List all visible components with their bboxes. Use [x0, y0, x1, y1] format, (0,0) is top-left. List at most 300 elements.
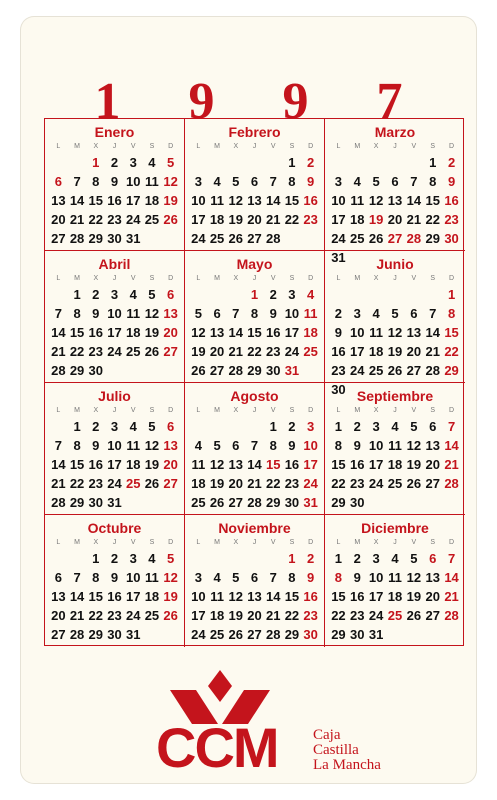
empty-day [367, 285, 386, 304]
calendar-day: 30 [331, 382, 346, 397]
calendar-day: 19 [387, 344, 403, 359]
holiday-day: 28 [444, 608, 459, 623]
holiday-day: 20 [163, 457, 178, 472]
empty-day [189, 549, 208, 568]
calendar-day: 16 [331, 344, 346, 359]
empty-day [245, 153, 264, 172]
calendar-day: 5 [232, 174, 240, 189]
calendar-day: 10 [350, 325, 365, 340]
calendar-day: 8 [334, 438, 343, 453]
holiday-day: 15 [444, 325, 459, 340]
calendar-day: 31 [125, 627, 141, 642]
calendar-day: 3 [372, 419, 380, 434]
holiday-day: 19 [163, 589, 178, 604]
calendar-day: 23 [88, 344, 104, 359]
calendar-day: 8 [73, 306, 81, 321]
calendar-day: 1 [269, 419, 277, 434]
weekday-label: V [130, 539, 136, 546]
calendar-day: 29 [247, 363, 262, 378]
calendar-day: 27 [247, 627, 262, 642]
weekday-label: J [112, 539, 117, 546]
calendar-day: 4 [353, 174, 361, 189]
holiday-day: 18 [303, 325, 318, 340]
holiday-day: 23 [303, 212, 318, 227]
weekday-header [49, 405, 180, 417]
calendar-day: 15 [284, 193, 300, 208]
calendar-day: 9 [269, 306, 277, 321]
calendar-day: 12 [144, 306, 160, 321]
weekday-label: J [393, 143, 397, 150]
holiday-day: 5 [167, 155, 175, 170]
calendar-day: 20 [425, 589, 440, 604]
calendar-day: 10 [107, 438, 122, 453]
calendar-day: 22 [247, 344, 262, 359]
calendar-day: 18 [350, 212, 365, 227]
calendar-day: 13 [247, 193, 262, 208]
weekday-label: V [130, 143, 136, 150]
weekday-label: S [430, 275, 436, 282]
calendar-day: 5 [213, 438, 221, 453]
holiday-day: 25 [125, 476, 141, 491]
holiday-day: 20 [163, 325, 178, 340]
empty-day [348, 285, 367, 304]
calendar-day: 22 [331, 608, 346, 623]
holiday-day: 19 [163, 193, 178, 208]
weekday-label: M [74, 407, 80, 414]
weekday-label: X [233, 275, 239, 282]
calendar-day: 11 [388, 570, 402, 585]
holiday-day: 1 [288, 551, 296, 566]
calendar-day: 21 [265, 212, 281, 227]
month-name: Noviembre [218, 520, 291, 536]
calendar-day: 27 [51, 231, 66, 246]
calendar-day: 24 [331, 231, 346, 246]
calendar-day: 1 [334, 551, 343, 566]
holiday-day: 30 [303, 627, 318, 642]
calendar-day: 21 [406, 212, 422, 227]
calendar-day: 23 [107, 212, 122, 227]
calendar-day: 15 [69, 325, 85, 340]
weekday-label: M [74, 539, 80, 546]
calendar-day: 12 [368, 193, 384, 208]
weekday-label: X [373, 539, 379, 546]
calendar-day: 29 [331, 627, 346, 642]
calendar-day: 17 [125, 589, 141, 604]
calendar-day: 2 [110, 551, 119, 566]
calendar-day: 11 [369, 325, 383, 340]
holiday-day: 2 [447, 155, 456, 170]
weekday-label: M [354, 407, 361, 414]
holiday-day: 16 [303, 193, 318, 208]
calendar-day: 5 [148, 419, 156, 434]
calendar-day: 3 [129, 155, 137, 170]
calendar-day: 31 [368, 627, 384, 642]
calendar-day: 27 [228, 495, 244, 510]
calendar-day: 11 [145, 174, 159, 189]
calendar-day: 3 [110, 287, 119, 302]
empty-day [68, 549, 87, 568]
calendar-day: 6 [391, 174, 399, 189]
brand-wordmark: CCM [156, 716, 278, 779]
calendar-day: 4 [129, 287, 137, 302]
calendar-day: 18 [209, 608, 225, 623]
weekday-label: X [233, 407, 239, 414]
tagline-line: Caja [313, 727, 341, 743]
calendar-day: 26 [406, 608, 422, 623]
holiday-day: 28 [444, 476, 459, 491]
calendar-day: 5 [194, 306, 202, 321]
calendar-day: 5 [148, 287, 156, 302]
month-name: Agosto [230, 388, 279, 404]
holiday-day: 21 [444, 589, 459, 604]
calendar-day: 6 [54, 570, 62, 585]
weekday-header [189, 405, 320, 417]
calendar-day: 4 [194, 438, 202, 453]
calendar-day: 26 [209, 495, 225, 510]
calendar-day: 28 [228, 363, 244, 378]
calendar-day: 12 [387, 325, 403, 340]
calendar-day: 13 [425, 570, 440, 585]
holiday-day: 14 [444, 570, 459, 585]
calendar-day: 27 [406, 363, 422, 378]
weekday-label: V [270, 143, 276, 150]
day-grid [329, 549, 461, 644]
calendar-day: 25 [144, 212, 160, 227]
calendar-day: 21 [69, 608, 85, 623]
calendar-day: 6 [429, 419, 437, 434]
weekday-label: L [196, 143, 201, 150]
calendar-day: 12 [406, 570, 422, 585]
calendar-day: 11 [126, 438, 141, 453]
calendar-day: 17 [368, 589, 384, 604]
weekday-label: S [149, 275, 155, 282]
calendar-day: 20 [406, 344, 422, 359]
calendar-day: 29 [425, 231, 440, 246]
calendar-day: 23 [350, 476, 365, 491]
weekday-label: S [289, 407, 295, 414]
calendar-day: 9 [353, 438, 361, 453]
calendar-day: 13 [387, 193, 403, 208]
weekday-label: X [93, 275, 99, 282]
empty-day [226, 417, 245, 436]
calendar-day: 7 [54, 306, 62, 321]
holiday-day: 31 [284, 363, 300, 378]
brand-tagline [313, 728, 381, 773]
weekday-label: D [308, 275, 314, 282]
weekday-label: M [74, 275, 80, 282]
calendar-day: 28 [51, 363, 66, 378]
calendar-day: 21 [228, 344, 244, 359]
holiday-day: 3 [307, 419, 315, 434]
calendar-day: 8 [288, 570, 296, 585]
calendar-day: 10 [191, 193, 206, 208]
calendar-day: 19 [228, 212, 244, 227]
holiday-day: 27 [163, 344, 178, 359]
weekday-label: J [252, 143, 257, 150]
holiday-day: 14 [444, 438, 459, 453]
calendar-day: 11 [145, 570, 159, 585]
weekday-label: L [196, 275, 201, 282]
calendar-day: 23 [331, 363, 346, 378]
holiday-day: 1 [250, 287, 259, 302]
weekday-label: S [149, 539, 155, 546]
weekday-label: J [112, 407, 117, 414]
calendar-day: 15 [331, 589, 346, 604]
weekday-header [329, 141, 461, 153]
calendar-day: 2 [288, 419, 296, 434]
empty-day [404, 153, 423, 172]
calendar-day: 1 [92, 551, 100, 566]
calendar-day: 22 [331, 476, 346, 491]
empty-day [208, 417, 227, 436]
holiday-day: 31 [303, 495, 318, 510]
calendar-day: 26 [144, 476, 160, 491]
calendar-day: 18 [368, 344, 384, 359]
weekday-header [329, 405, 461, 417]
calendar-day: 23 [284, 476, 300, 491]
calendar-day: 10 [284, 306, 300, 321]
calendar-day: 21 [51, 344, 66, 359]
calendar-day: 28 [425, 363, 440, 378]
calendar-day: 3 [194, 570, 202, 585]
calendar-day: 18 [125, 457, 141, 472]
holiday-day: 27 [387, 231, 403, 246]
holiday-day: 12 [163, 570, 178, 585]
calendar-day: 8 [250, 306, 259, 321]
calendar-day: 17 [368, 457, 384, 472]
calendar-day: 5 [372, 174, 380, 189]
weekday-label: X [93, 143, 99, 150]
calendar-day: 2 [92, 287, 100, 302]
calendar-day: 19 [406, 589, 422, 604]
weekday-label: S [289, 143, 295, 150]
calendar-day: 9 [92, 306, 100, 321]
calendar-day: 27 [51, 627, 66, 642]
day-grid [49, 417, 180, 512]
weekday-header [329, 537, 461, 549]
empty-day [208, 153, 227, 172]
calendar-day: 25 [191, 495, 206, 510]
weekday-label: X [373, 407, 379, 414]
weekday-label: M [214, 143, 220, 150]
weekday-label: L [336, 143, 341, 150]
calendar-day: 13 [51, 193, 66, 208]
calendar-day: 1 [73, 419, 81, 434]
weekday-label: L [56, 275, 61, 282]
calendar-day: 14 [247, 457, 262, 472]
calendar-day: 18 [209, 212, 225, 227]
calendar-day: 10 [368, 570, 384, 585]
calendar-day: 24 [368, 608, 384, 623]
calendar-day: 10 [125, 174, 141, 189]
weekday-header [189, 537, 320, 549]
weekday-label: L [336, 275, 341, 282]
weekday-label: J [252, 539, 257, 546]
holiday-day: 28 [406, 231, 422, 246]
calendar-day: 4 [213, 174, 221, 189]
calendar-day: 30 [88, 495, 104, 510]
month-diciembre [325, 515, 465, 647]
year-digit: 9 [188, 73, 215, 130]
empty-day [49, 417, 68, 436]
calendar-day: 11 [210, 589, 224, 604]
calendar-day: 6 [232, 438, 240, 453]
empty-day [245, 549, 264, 568]
weekday-label: J [393, 275, 397, 282]
calendar-day: 10 [107, 306, 122, 321]
weekday-label: V [270, 539, 276, 546]
calendar-day: 24 [350, 363, 365, 378]
weekday-label: X [233, 539, 239, 546]
calendar-day: 15 [247, 325, 262, 340]
weekday-label: M [74, 143, 80, 150]
weekday-label: V [411, 407, 417, 414]
calendar-day: 16 [88, 457, 104, 472]
calendar-day: 25 [209, 627, 225, 642]
calendar-day: 17 [350, 344, 365, 359]
weekday-label: D [308, 143, 314, 150]
weekday-label: D [449, 539, 455, 546]
calendar-day: 17 [284, 325, 300, 340]
holiday-day: 13 [163, 306, 178, 321]
calendar-day: 28 [265, 231, 281, 246]
holiday-day: 10 [303, 438, 318, 453]
calendar-day: 22 [284, 212, 300, 227]
empty-day [329, 285, 348, 304]
calendar-day: 29 [88, 231, 104, 246]
calendar-day: 30 [284, 495, 300, 510]
calendar-day: 4 [129, 419, 137, 434]
calendar-day: 3 [110, 419, 119, 434]
calendar-day: 18 [125, 325, 141, 340]
day-grid [189, 285, 320, 380]
weekday-header [49, 141, 180, 153]
calendar-day: 6 [250, 570, 259, 585]
calendar-day: 6 [250, 174, 259, 189]
calendar-day: 8 [92, 174, 100, 189]
year-digit: 9 [282, 73, 309, 130]
calendar-day: 14 [51, 457, 66, 472]
calendar-day: 7 [54, 438, 62, 453]
calendar-day: 7 [410, 174, 418, 189]
day-grid [329, 285, 461, 399]
calendar-day: 14 [69, 589, 85, 604]
empty-day [208, 285, 227, 304]
month-febrero [185, 119, 325, 251]
empty-day [386, 285, 405, 304]
calendar-day: 27 [247, 231, 262, 246]
calendar-day: 8 [92, 570, 100, 585]
calendar-day: 24 [125, 608, 141, 623]
calendar-day: 21 [69, 212, 85, 227]
weekday-label: D [308, 407, 314, 414]
calendar-day: 15 [284, 589, 300, 604]
calendar-day: 9 [353, 570, 361, 585]
day-grid [49, 285, 180, 380]
calendar-day: 8 [269, 438, 277, 453]
calendar-day: 19 [228, 608, 244, 623]
calendar-day: 20 [209, 344, 225, 359]
empty-day [264, 153, 283, 172]
month-septiembre [325, 383, 465, 515]
holiday-day: 6 [167, 287, 175, 302]
holiday-day: 13 [163, 438, 178, 453]
calendar-day: 14 [265, 193, 281, 208]
weekday-label: L [56, 143, 61, 150]
empty-day [386, 153, 405, 172]
calendar-day: 22 [265, 476, 281, 491]
holiday-day: 25 [387, 608, 403, 623]
holiday-day: 4 [307, 287, 315, 302]
calendar-day: 9 [110, 570, 119, 585]
month-abril [45, 251, 185, 383]
weekday-label: J [252, 407, 257, 414]
month-enero [45, 119, 185, 251]
calendar-day: 14 [228, 325, 244, 340]
holiday-day: 5 [167, 551, 175, 566]
holiday-day: 16 [303, 589, 318, 604]
calendar-day: 8 [429, 174, 437, 189]
calendar-day: 7 [429, 306, 437, 321]
calendar-day: 18 [144, 589, 160, 604]
calendar-day: 31 [107, 495, 122, 510]
holiday-day: 17 [303, 457, 318, 472]
weekday-header [189, 141, 320, 153]
calendar-day: 15 [88, 193, 104, 208]
weekday-label: S [430, 143, 436, 150]
calendar-day: 14 [406, 193, 422, 208]
calendar-day: 14 [69, 193, 85, 208]
calendar-day: 12 [191, 325, 206, 340]
calendar-day: 23 [350, 608, 365, 623]
calendar-day: 27 [425, 608, 440, 623]
holiday-day: 9 [307, 570, 315, 585]
calendar-day: 10 [368, 438, 384, 453]
holiday-day: 15 [265, 457, 281, 472]
empty-day [226, 285, 245, 304]
weekday-label: S [289, 539, 295, 546]
weekday-label: M [214, 539, 220, 546]
month-noviembre [185, 515, 325, 647]
calendar-day: 17 [191, 608, 206, 623]
calendar-day: 25 [209, 231, 225, 246]
calendar-day: 25 [350, 231, 365, 246]
calendar-day: 1 [288, 155, 296, 170]
calendar-day: 5 [410, 419, 418, 434]
tagline-line: La Mancha [313, 757, 381, 773]
calendar-day: 16 [107, 193, 122, 208]
calendar-day: 9 [334, 325, 343, 340]
calendar-day: 26 [368, 231, 384, 246]
holiday-day: 23 [303, 608, 318, 623]
calendar-day: 19 [191, 344, 206, 359]
calendar-day: 19 [144, 325, 160, 340]
calendar-day: 5 [410, 551, 418, 566]
calendar-day: 1 [429, 155, 437, 170]
calendar-day: 1 [334, 419, 343, 434]
holiday-day: 6 [167, 419, 175, 434]
weekday-label: J [112, 143, 117, 150]
weekday-label: J [252, 275, 257, 282]
calendar-day: 6 [410, 306, 418, 321]
holiday-day: 21 [444, 457, 459, 472]
empty-day [189, 285, 208, 304]
weekday-label: D [449, 275, 455, 282]
weekday-label: M [354, 275, 361, 282]
calendar-day: 28 [265, 627, 281, 642]
weekday-header [49, 537, 180, 549]
calendar-day: 10 [125, 570, 141, 585]
